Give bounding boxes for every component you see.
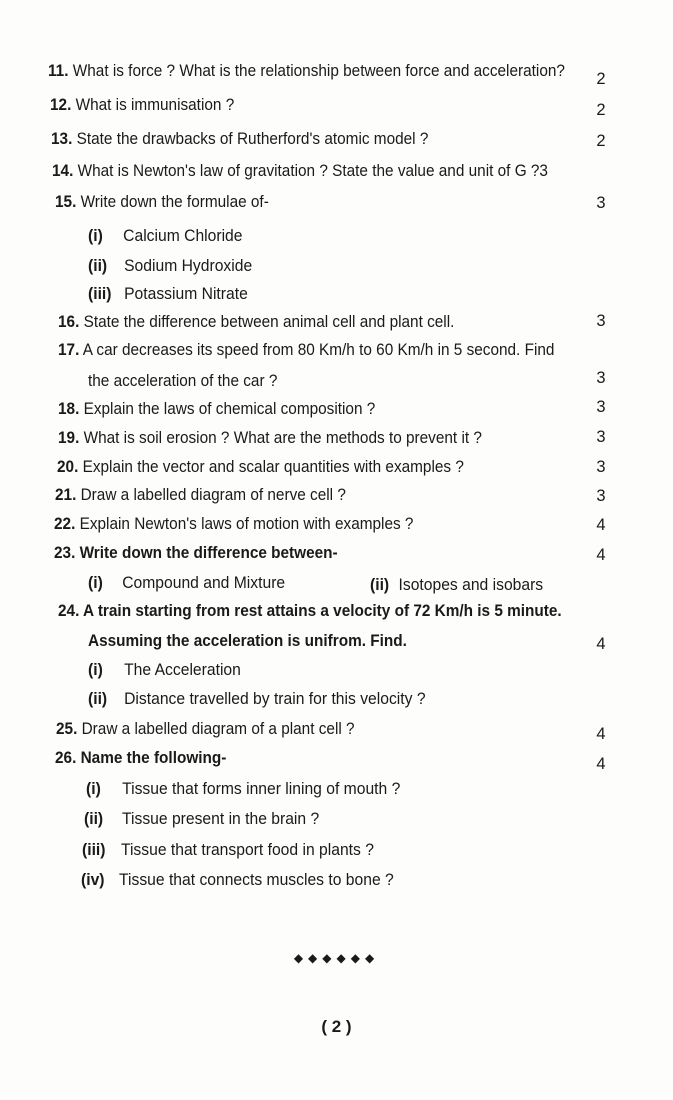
question-number: 22. [54,515,76,533]
question-number: 21. [55,486,77,504]
question-22 [54,515,413,534]
question-number: 11. [48,62,69,80]
marks: 2 [596,70,606,88]
question-number: 23. [54,544,76,562]
question-number: 12. [50,96,72,114]
sub-question-text: Tissue that forms inner lining of mouth ? [122,780,401,798]
marks: 4 [596,635,606,653]
marks: 3 [596,369,606,387]
sub-question-text: Tissue that transport food in plants ? [120,841,374,859]
sub-question [88,690,426,709]
sub-question-label: (ii) [88,690,108,708]
question-number: 15. [55,193,77,211]
question-text: Explain the vector and scalar quantities with examples ? [82,458,464,476]
question-text: Explain the laws of chemical composition ? [83,400,376,418]
marks: 4 [596,546,606,564]
sub-question-label: (i) [86,780,101,798]
sub-question [88,574,285,593]
sub-question-label: (i) [88,574,103,592]
sub-question [88,285,248,304]
marks: 4 [596,516,606,534]
question-number: 18. [58,400,80,418]
sub-question [86,780,400,799]
question-24 [58,602,562,621]
question-number: 25. [56,720,78,738]
question-text: State the difference between animal cell and plant cell. [83,313,455,331]
sub-question [81,871,394,890]
question-text: What is immunisation ? [75,96,235,114]
question-19 [58,429,482,448]
sub-question-text: The Acceleration [124,661,241,679]
sub-question-text: Isotopes and isobars [398,576,544,594]
question-text: the acceleration of the car ? [88,372,278,390]
question-text: State the drawbacks of Rutherford's atomic model ? [76,130,429,148]
sub-question [84,810,319,829]
marks: 4 [596,725,606,743]
sub-question-label: (iii) [82,841,106,859]
question-14 [52,162,548,181]
question-11 [48,62,565,81]
marks: 3 [596,194,606,212]
marks: 3 [596,398,606,416]
question-text: Assuming the acceleration is unifrom. Find. [88,632,407,650]
sub-question-label: (i) [88,227,103,245]
sub-question [370,576,543,595]
marks: 3 [596,312,606,330]
marks: 2 [596,101,606,119]
question-15 [55,193,269,212]
question-number: 13. [51,130,73,148]
marks: 3 [596,428,606,446]
sub-question-text: Calcium Chloride [123,227,243,245]
sub-question-label: (i) [88,661,103,679]
question-number: 14. [52,162,74,180]
question-12 [50,96,234,115]
question-text: A train starting from rest attains a velocity of 72 Km/h is 5 minute. [83,602,562,620]
question-number: 16. [58,313,80,331]
question-text: What is Newton's law of gravitation ? State the value and unit of G ?3 [77,162,548,180]
sub-question-text: Potassium Nitrate [124,285,248,303]
question-20 [57,458,464,477]
question-16 [58,313,454,332]
question-text: Explain Newton's laws of motion with examples ? [79,515,414,533]
sub-question-label: (ii) [88,257,108,275]
question-text: Write down the difference between- [79,544,338,562]
sub-question [88,661,241,680]
question-text: What is soil erosion ? What are the methods to prevent it ? [83,429,482,447]
marks: 2 [596,132,606,150]
question-text: Name the following- [80,749,227,767]
question-text: What is force ? What is the relationship between force and acceleration? [72,62,565,80]
question-number: 26. [55,749,77,767]
question-number: 17. [58,341,80,359]
marks: 3 [596,487,606,505]
question-17 [58,341,554,360]
question-17-continuation [88,372,277,391]
sub-question [88,257,252,276]
marks: 3 [596,458,606,476]
question-text: A car decreases its speed from 80 Km/h to 60 Km/h in 5 second. Find [82,341,555,359]
page-number: ( 2 ) [321,1017,352,1036]
question-text: Draw a labelled diagram of a plant cell ? [81,720,355,738]
sub-question-text: Sodium Hydroxide [124,257,253,275]
sub-question-text: Tissue present in the brain ? [122,810,320,828]
question-number: 24. [58,602,80,620]
question-21 [55,486,346,505]
question-24-continuation [88,632,407,651]
sub-question-text: Compound and Mixture [122,574,286,592]
sub-question-text: Tissue that connects muscles to bone ? [119,871,394,889]
question-13 [51,130,428,149]
sub-question-text: Distance travelled by train for this velocity ? [124,690,426,708]
section-separator: ◆◆◆◆◆◆ [293,951,380,965]
sub-question [82,841,374,860]
question-23 [54,544,338,563]
question-number: 19. [58,429,80,447]
sub-question-label: (ii) [370,576,390,594]
question-26 [55,749,226,768]
sub-question-label: (iv) [81,871,105,889]
question-number: 20. [57,458,79,476]
marks: 4 [596,755,606,773]
sub-question-label: (ii) [84,810,104,828]
question-text: Draw a labelled diagram of nerve cell ? [80,486,346,504]
sub-question-label: (iii) [88,285,112,303]
question-25 [56,720,355,739]
sub-question [88,227,243,246]
question-18 [58,400,375,419]
question-text: Write down the formulae of- [80,193,269,211]
